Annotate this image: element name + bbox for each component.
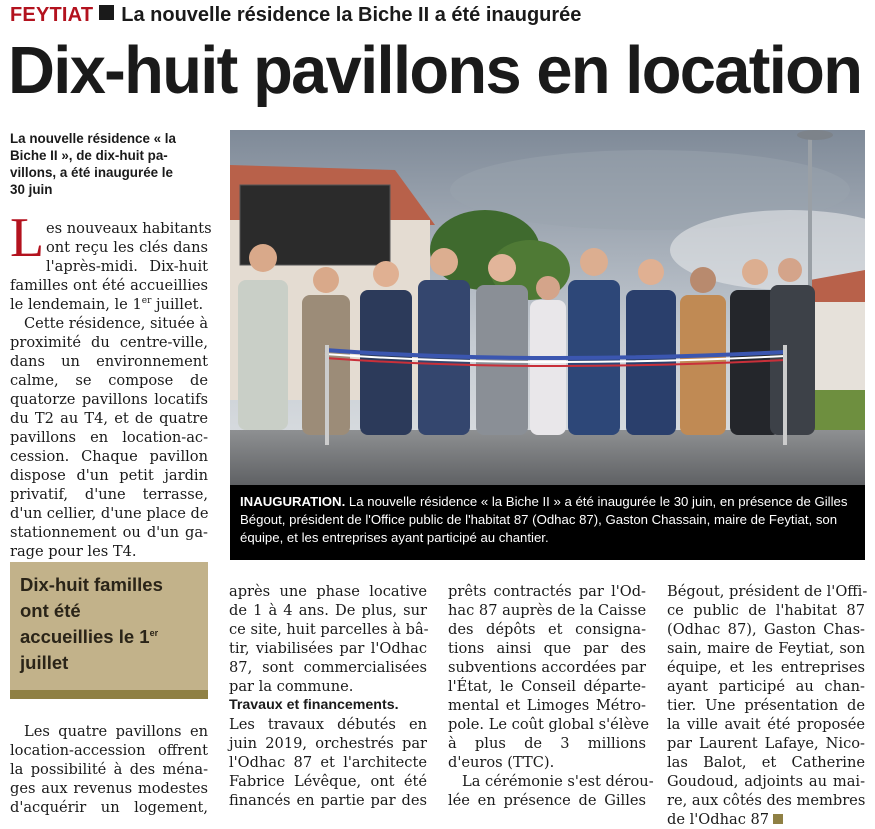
pull-quote-line: ont été — [20, 600, 81, 621]
text-line: mental et Limoges Métro- — [448, 697, 646, 714]
text-line: dispose d'un petit jardin — [10, 467, 208, 484]
text-line: dans un environnement — [10, 353, 208, 370]
chapo-line: villons, a été inaugurée le — [10, 165, 173, 180]
kicker — [10, 4, 870, 30]
text-line: Fabrice Lévêque, ont été — [229, 773, 427, 790]
text-line — [667, 810, 865, 829]
text-line: du T2 au T4, et de quatre — [10, 410, 208, 427]
chapo-line: La nouvelle résidence « la — [10, 131, 176, 146]
text-line: subventions accordées par — [448, 659, 646, 676]
caption-label: INAUGURATION. — [240, 494, 346, 509]
text-line: re, aux côtés des membres — [667, 792, 866, 809]
text-line: équipe, et les entreprises — [667, 659, 865, 676]
text-line: juin 2019, orchestrés par — [229, 735, 427, 752]
text-line: ce public de l'habitat 87 — [667, 602, 865, 619]
text-line: la ville avait été proposée — [667, 716, 865, 733]
photo-block — [230, 130, 865, 560]
text-line: stationnement ou d'un ga- — [10, 524, 208, 541]
square-bullet-icon — [99, 5, 114, 20]
text-line: privatif, d'une terrasse, — [10, 486, 208, 503]
text-line: location-accession offrent — [10, 742, 208, 759]
inauguration-photo — [230, 130, 865, 485]
text-line: Les travaux débutés en — [229, 716, 427, 733]
pull-quote-line: juillet — [20, 652, 69, 673]
text-line: l'Odhac 87 et l'architecte — [229, 754, 427, 771]
caption-line: équipe, et les entreprises ayant participé au chantier. — [240, 530, 549, 545]
text-line: calme, se compose de — [10, 372, 208, 389]
kicker-text: La nouvelle résidence la Biche II a été inaugurée — [121, 4, 582, 26]
article-column-2 — [229, 582, 427, 810]
text-line: tir, viabilisées par l'Odhac — [229, 640, 427, 657]
text-line: (Odhac 87), Gaston Chas- — [667, 621, 865, 638]
text-line: sain, maire de Feytiat, son — [667, 640, 865, 657]
chapo-line: 30 juin — [10, 182, 53, 197]
text-line: par Laurent Lafaye, Nico- — [667, 735, 865, 752]
text-line: Cette résidence, située à — [24, 315, 209, 332]
chapo-line: Biche II », de dix-huit pa- — [10, 148, 168, 163]
article-column-4 — [667, 582, 868, 829]
text-line: des dépôts et consigna- — [448, 621, 646, 638]
end-mark-icon — [773, 814, 783, 824]
text-line: las Balot, et Catherine — [667, 754, 865, 771]
text-line: hac 87 auprès de la Caisse — [448, 602, 647, 619]
text-line: pavillons en location-ac- — [10, 429, 208, 446]
text-line: Goudoud, adjoints au mai- — [667, 773, 865, 790]
caption-line: Bégout, président de l'Office public de l'habitat 87 (Odhac 87), Gaston Chassain, maire de Feytiat, son — [240, 512, 838, 527]
text-line: prêts contractés par l'Od- — [448, 583, 646, 600]
pull-quote-bar — [10, 690, 208, 699]
text-line: rage pour les T4. — [10, 543, 137, 560]
article-column-1-bottom — [10, 722, 208, 817]
pull-quote-line: accueillies le 1er — [20, 626, 159, 647]
headline: Dix-huit pavillons en location — [8, 33, 862, 108]
text-line: tions ainsi que par des — [448, 640, 646, 657]
text-line: lée en présence de Gilles — [448, 792, 646, 809]
text-line: l'État, le Conseil départe- — [448, 678, 646, 695]
location-label: FEYTIAT — [10, 4, 94, 26]
article-column-3 — [448, 582, 654, 810]
pull-quote — [10, 562, 208, 699]
text-line: es nouveaux habitants — [46, 220, 212, 237]
text-line: la possibilité à des ména- — [10, 761, 208, 778]
subheading: Travaux et financements. — [229, 697, 399, 713]
text-line: par la commune. — [229, 678, 354, 695]
text-line: Les quatre pavillons en — [24, 723, 208, 740]
text-line-end: de l'Odhac 87 — [667, 811, 770, 828]
text-line: ayant participé au chan- — [667, 678, 865, 695]
text-line: l'après-midi. Dix-huit — [46, 258, 208, 275]
text-line: cession. Chaque pavillon — [10, 448, 208, 465]
text-line: d'acquérir un logement, — [10, 799, 208, 816]
text-line: le lendemain, le 1er juillet. — [10, 296, 204, 313]
text-line: d'euros (TTC). — [448, 754, 555, 771]
text-line: 87, sont commercialisées — [229, 659, 427, 676]
text-line: financés en partie par des — [229, 792, 427, 809]
text-line: La cérémonie s'est dérou- — [462, 773, 654, 790]
text-line: quatorze pavillons locatifs — [10, 391, 208, 408]
text-line: après une phase locative — [229, 583, 427, 600]
drop-cap: L — [10, 207, 45, 269]
pull-quote-line: Dix-huit familles — [20, 574, 163, 595]
article-column-1 — [10, 219, 212, 561]
text-line: à plus de 3 millions — [448, 735, 646, 752]
text-line: familles ont été accueillies — [10, 277, 208, 294]
text-line: d'un cellier, d'une place de — [10, 505, 209, 522]
caption-line: La nouvelle résidence « la Biche II » a été inaugurée le 30 juin, en présence de Gilles — [345, 494, 848, 509]
text-line: proximité du centre-ville, — [10, 334, 208, 351]
text-line: ce site, huit parcelles à bâ- — [229, 621, 429, 638]
text-line: Bégout, président de l'Offi- — [667, 583, 868, 600]
text-line: ont reçu les clés dans — [46, 239, 208, 256]
chapo — [10, 130, 210, 198]
photo-caption — [230, 485, 865, 560]
text-line: tier. Une présentation de — [667, 697, 865, 714]
text-line: pole. Le coût global s'élève — [448, 716, 650, 733]
text-line: de 1 à 4 ans. De plus, sur — [229, 602, 427, 619]
text-line: ges aux revenus modestes — [10, 780, 208, 797]
